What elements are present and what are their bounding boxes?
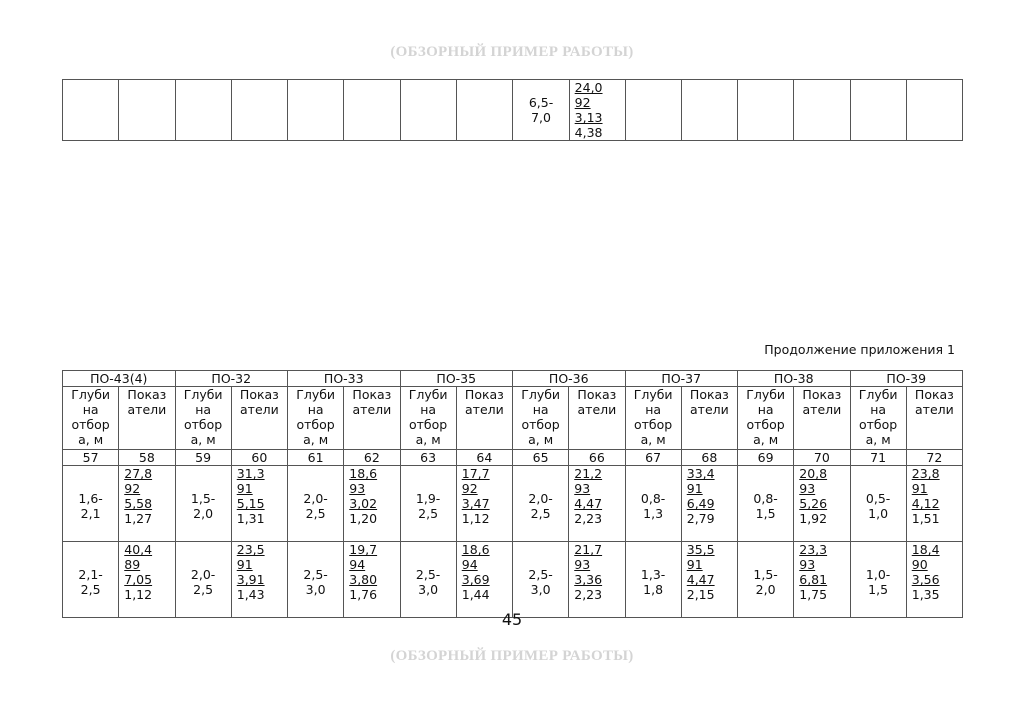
indicator-values — [344, 466, 400, 542]
indicator-value: 3,69 — [461, 572, 490, 587]
depth-label: Глуби на отбор а, м — [63, 387, 119, 450]
indicator-value: 1,35 — [911, 587, 940, 602]
indicator-values — [456, 466, 512, 542]
column-number: 68 — [681, 450, 737, 466]
empty-cell — [625, 80, 681, 141]
indicator-value: 3,02 — [349, 496, 378, 511]
indicator-value: 5,15 — [236, 496, 265, 511]
indicators-label: Показ атели — [344, 387, 400, 450]
column-number: 69 — [738, 450, 794, 466]
indicator-value: 18,4 — [911, 542, 940, 557]
table-row — [63, 80, 963, 141]
empty-cell — [794, 80, 850, 141]
indicator-value: 7,05 — [124, 572, 153, 587]
indicator-value: 23,3 — [799, 542, 828, 557]
column-number: 57 — [63, 450, 119, 466]
depth-cell: 1,9- 2,5 — [400, 466, 456, 542]
indicator-value: 18,6 — [349, 466, 378, 481]
column-header: ПО-37 — [625, 371, 738, 387]
indicators-label: Показ атели — [231, 387, 287, 450]
indicator-values — [344, 542, 400, 618]
indicator-value: 23,8 — [911, 466, 940, 481]
empty-cell — [457, 80, 513, 141]
indicator-values — [119, 466, 175, 542]
empty-cell — [344, 80, 400, 141]
appendix-caption: Продолжение приложения 1 — [764, 342, 955, 357]
depth-cell: 0,8- 1,3 — [625, 466, 681, 542]
depth-label: Глуби на отбор а, м — [625, 387, 681, 450]
indicator-value: 27,8 — [124, 466, 153, 481]
column-header: ПО-39 — [850, 371, 963, 387]
indicator-value: 35,5 — [686, 542, 715, 557]
depth-cell: 2,5- 3,0 — [513, 542, 569, 618]
column-number: 65 — [513, 450, 569, 466]
indicator-value: 93 — [799, 557, 816, 572]
indicator-values — [569, 80, 625, 141]
indicator-value: 5,58 — [124, 496, 153, 511]
empty-cell — [175, 80, 231, 141]
indicator-value: 1,20 — [349, 511, 378, 526]
table-header-row — [63, 371, 963, 387]
depth-label: Глуби на отбор а, м — [513, 387, 569, 450]
indicator-value: 17,7 — [461, 466, 490, 481]
indicators-label: Показ атели — [569, 387, 625, 450]
indicator-value: 92 — [574, 95, 591, 110]
table-continuation-top — [62, 79, 963, 141]
indicator-value: 33,4 — [686, 466, 715, 481]
indicator-values — [794, 466, 850, 542]
column-number: 66 — [569, 450, 625, 466]
depth-cell: 1,5- 2,0 — [175, 466, 231, 542]
indicator-value: 91 — [686, 481, 703, 496]
indicator-value: 31,3 — [236, 466, 265, 481]
indicator-value: 6,49 — [686, 496, 715, 511]
depth-cell: 0,5- 1,0 — [850, 466, 906, 542]
depth-cell: 6,5- 7,0 — [513, 80, 569, 141]
indicator-value: 91 — [686, 557, 703, 572]
depth-cell: 0,8- 1,5 — [738, 466, 794, 542]
depth-cell: 2,5- 3,0 — [288, 542, 344, 618]
indicator-value: 6,81 — [799, 572, 828, 587]
indicator-value: 3,91 — [236, 572, 265, 587]
indicator-value: 19,7 — [349, 542, 378, 557]
indicator-values — [569, 466, 625, 542]
indicator-value: 4,47 — [686, 572, 715, 587]
indicator-value: 91 — [236, 481, 253, 496]
indicator-value: 20,8 — [799, 466, 828, 481]
column-header: ПО-43(4) — [63, 371, 176, 387]
column-header: ПО-38 — [738, 371, 851, 387]
column-number: 64 — [456, 450, 512, 466]
column-number: 59 — [175, 450, 231, 466]
column-number: 71 — [850, 450, 906, 466]
indicator-value: 3,80 — [349, 572, 378, 587]
indicator-value: 5,26 — [799, 496, 828, 511]
empty-cell — [906, 80, 962, 141]
indicator-value: 23,5 — [236, 542, 265, 557]
column-header: ПО-36 — [513, 371, 626, 387]
indicator-value: 2,23 — [574, 511, 603, 526]
depth-cell: 2,1- 2,5 — [63, 542, 119, 618]
indicator-value: 1,76 — [349, 587, 378, 602]
indicator-value: 21,2 — [574, 466, 603, 481]
indicator-value: 1,31 — [236, 511, 265, 526]
indicator-value: 1,92 — [799, 511, 828, 526]
indicator-value: 91 — [236, 557, 253, 572]
empty-cell — [288, 80, 344, 141]
depth-label: Глуби на отбор а, м — [288, 387, 344, 450]
empty-cell — [400, 80, 456, 141]
indicator-value: 2,15 — [686, 587, 715, 602]
watermark-top: (ОБЗОРНЫЙ ПРИМЕР РАБОТЫ) — [390, 44, 634, 60]
column-number: 62 — [344, 450, 400, 466]
indicator-value: 4,12 — [911, 496, 940, 511]
indicator-values — [906, 542, 962, 618]
column-number: 67 — [625, 450, 681, 466]
indicator-value: 4,47 — [574, 496, 603, 511]
indicators-label: Показ атели — [456, 387, 512, 450]
indicator-value: 90 — [911, 557, 928, 572]
indicator-value: 91 — [911, 481, 928, 496]
indicator-value: 24,0 — [574, 80, 603, 95]
indicator-value: 1,12 — [461, 511, 490, 526]
indicator-value: 1,51 — [911, 511, 940, 526]
table-main — [62, 370, 963, 618]
indicator-value: 93 — [349, 481, 366, 496]
column-header: ПО-33 — [288, 371, 401, 387]
table-row — [63, 542, 963, 618]
empty-cell — [682, 80, 738, 141]
indicator-value: 92 — [124, 481, 141, 496]
indicator-value: 93 — [574, 557, 591, 572]
column-number: 72 — [906, 450, 962, 466]
empty-cell — [119, 80, 175, 141]
table-row — [63, 466, 963, 542]
column-number: 61 — [288, 450, 344, 466]
column-number: 60 — [231, 450, 287, 466]
depth-label: Глуби на отбор а, м — [850, 387, 906, 450]
indicator-value: 93 — [574, 481, 591, 496]
indicator-value: 1,27 — [124, 511, 153, 526]
indicators-label: Показ атели — [681, 387, 737, 450]
page-number: 45 — [501, 610, 523, 629]
depth-cell: 1,0- 1,5 — [850, 542, 906, 618]
indicator-value: 1,43 — [236, 587, 265, 602]
indicator-value: 3,47 — [461, 496, 490, 511]
empty-cell — [850, 80, 906, 141]
indicators-label: Показ атели — [794, 387, 850, 450]
depth-label: Глуби на отбор а, м — [175, 387, 231, 450]
indicator-value: 2,23 — [574, 587, 603, 602]
indicator-value: 93 — [799, 481, 816, 496]
watermark-bottom: (ОБЗОРНЫЙ ПРИМЕР РАБОТЫ) — [390, 648, 634, 664]
indicator-value: 94 — [349, 557, 366, 572]
depth-cell: 1,6- 2,1 — [63, 466, 119, 542]
indicator-values — [231, 542, 287, 618]
indicator-values — [569, 542, 625, 618]
indicator-values — [681, 466, 737, 542]
indicator-value: 18,6 — [461, 542, 490, 557]
depth-cell: 2,0- 2,5 — [175, 542, 231, 618]
indicator-value: 1,12 — [124, 587, 153, 602]
indicator-value: 89 — [124, 557, 141, 572]
indicator-values — [119, 542, 175, 618]
empty-cell — [231, 80, 287, 141]
depth-cell: 2,5- 3,0 — [400, 542, 456, 618]
indicator-value: 3,36 — [574, 572, 603, 587]
empty-cell — [738, 80, 794, 141]
indicator-value: 21,7 — [574, 542, 603, 557]
table-subheader-row — [63, 387, 963, 450]
column-number: 70 — [794, 450, 850, 466]
indicator-value: 2,79 — [686, 511, 715, 526]
indicator-values — [906, 466, 962, 542]
column-number-row — [63, 450, 963, 466]
empty-cell — [63, 80, 119, 141]
indicator-value: 94 — [461, 557, 478, 572]
depth-cell: 1,3- 1,8 — [625, 542, 681, 618]
depth-label: Глуби на отбор а, м — [738, 387, 794, 450]
indicator-value: 1,75 — [799, 587, 828, 602]
indicator-value: 4,38 — [574, 125, 603, 140]
indicators-label: Показ атели — [119, 387, 175, 450]
indicator-value: 3,56 — [911, 572, 940, 587]
indicator-values — [681, 542, 737, 618]
indicators-label: Показ атели — [906, 387, 962, 450]
indicator-values — [231, 466, 287, 542]
column-number: 58 — [119, 450, 175, 466]
depth-cell: 1,5- 2,0 — [738, 542, 794, 618]
indicator-value: 92 — [461, 481, 478, 496]
column-number: 63 — [400, 450, 456, 466]
indicator-value: 3,13 — [574, 110, 603, 125]
depth-cell: 2,0- 2,5 — [513, 466, 569, 542]
depth-cell: 2,0- 2,5 — [288, 466, 344, 542]
column-header: ПО-35 — [400, 371, 513, 387]
depth-label: Глуби на отбор а, м — [400, 387, 456, 450]
indicator-values — [794, 542, 850, 618]
indicator-value: 1,44 — [461, 587, 490, 602]
indicator-value: 40,4 — [124, 542, 153, 557]
column-header: ПО-32 — [175, 371, 288, 387]
indicator-values — [456, 542, 512, 618]
